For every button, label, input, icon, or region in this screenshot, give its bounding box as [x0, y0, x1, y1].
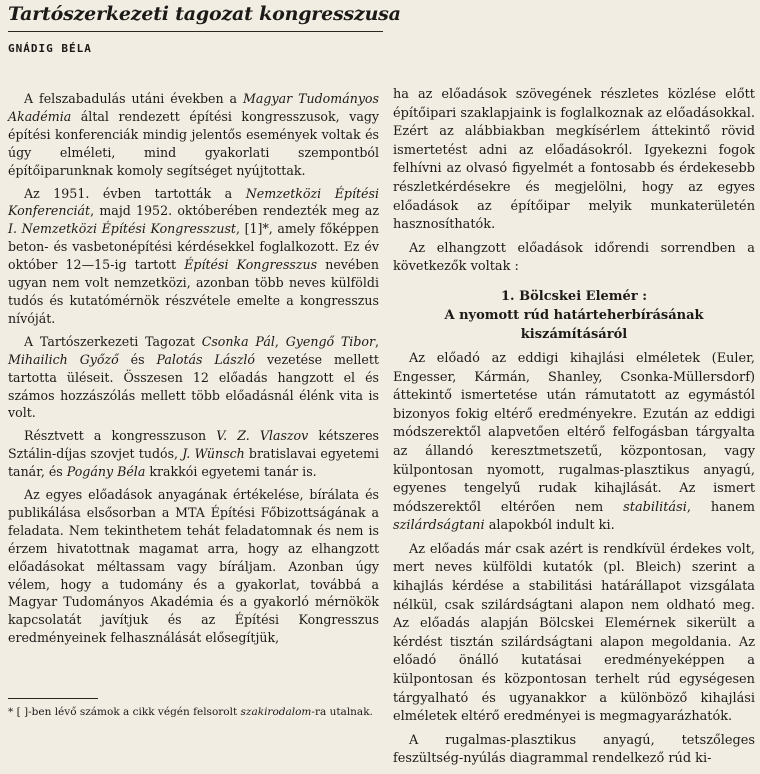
emphasized-text: I. Nemzetközi Építési Kongresszust — [8, 221, 236, 237]
paragraph — [8, 486, 379, 647]
paragraph — [393, 240, 755, 277]
text-run: ha az előadások szövegének részletes közlése előtt építőipari szaklapjaink is foglalkoznak az előadásokkal. Ezért az alábbiakban megkísérlem áttekintő rövid ismertetést adni az előadásokról. Igyekezni fogok felhívni az olvasó figyelmét a fontosabb és érdekesebb részletkérdésekre és megjelölni, hogy az egyes előadások az építőipar melyik munkaterületén hasznosíthatók. — [393, 87, 755, 233]
footnote-rule — [8, 698, 98, 699]
emphasized-text: Gyengő Tibor — [285, 333, 375, 349]
emphasized-text: Mihailich Győző — [8, 351, 119, 367]
text-run: Az 1951. évben tartották a — [24, 185, 246, 201]
emphasized-text: Pogány Béla — [66, 464, 146, 480]
text-run: , [1]*, amely főképpen beton- és vasbetonépítési kérdésekkel foglalkozott. Ez év október 12—15-ig tartott — [8, 221, 379, 273]
paragraph — [8, 333, 379, 423]
paragraph — [393, 541, 755, 727]
right-column — [393, 86, 755, 774]
text-run: alapokból indult ki. — [484, 518, 615, 534]
emphasized-text: Nemzetközi Építési Konferenciát — [8, 185, 379, 219]
paragraph — [8, 90, 379, 180]
text-run: bratislavai egyetemi tanár, és — [8, 446, 379, 480]
paragraph — [8, 427, 379, 481]
text-run: -ra utalnak. — [311, 706, 373, 718]
paragraph — [8, 185, 379, 328]
section-heading-speaker: 1. Bölcskei Elemér : — [501, 288, 647, 304]
section-heading — [393, 287, 755, 344]
section-heading-title-line2: kiszámításáról — [520, 326, 628, 342]
text-run: nevében ugyan nem volt nemzetközi, azonban több neves külföldi tudós és kutatómérnök részvétele emelte a kongresszus nívóját. — [8, 257, 379, 326]
right-column-intro — [393, 86, 755, 277]
text-run: , majd 1952. októberében rendezték meg az — [90, 203, 379, 219]
author-name: GNÁDIG BÉLA — [8, 42, 92, 55]
text-run: krakkói egyetemi tanár is. — [145, 464, 317, 480]
text-run: * [ ]-ben lévő számok a cikk végén felsorolt — [8, 706, 241, 718]
text-run: , — [274, 333, 286, 349]
text-run: A felszabadulás utáni években a — [24, 91, 244, 106]
emphasized-text: Csonka Pál — [201, 333, 275, 349]
text-run: Résztvett a kongresszuson — [24, 428, 217, 444]
article-title: Tartószerkezeti tagozat kongresszusa — [8, 3, 401, 25]
text-run: A rugalmas-plasztikus anyagú, tetszőleges feszültség-nyúlás diagrammal rendelkező rúd ki- — [393, 732, 755, 767]
paragraph — [393, 86, 755, 235]
text-run: Az egyes előadások anyagának értékelése, bírálata és publikálása elsősorban a MTA Építési Főbizottságának a feladata. Nem tekinthetem tehát feladatomnak és nem is érzem hivatottnak magamat arra, hogy az elhangzott előadásokat méltassam vagy bíráljam. Azonban úgy vélem, hogy a tudomány és a gyakorlat, továbbá a Magyar Tudományos Akadémia és a gyakorló mérnökök kapcsolatát javítjuk és az Építési Kongresszus eredményeinek felhasználását elősegítjük, — [8, 487, 379, 646]
emphasized-text: Magyar Tudományos Akadémia — [8, 91, 379, 124]
text-run: Az előadás már csak azért is rendkívül érdekes volt, mert neves külföldi kutatók (pl. Bleich) szerint a kihajlás kérdése a stabilitási határállapot vizsgálata nélkül, csak szilárdságtani alapon nem oldható meg. Az előadás alapján Bölcskei Elemérnek sikerült a kérdést tisztán szilárdságtani alapon megoldania. Az előadó önálló kutatásai eredményeképpen a külpontosan és központosan terhelt rúd egységesen tárgyalható és ugyanakkor a különböző kihajlási elméletek eltérő eredményei is megmagyarázhatók. — [393, 541, 755, 725]
emphasized-text: szakirodalom — [240, 706, 312, 718]
text-run: , hanem — [686, 499, 755, 515]
paragraph — [393, 732, 755, 769]
emphasized-text: J. Wünsch — [182, 446, 245, 462]
text-run: , — [374, 333, 379, 349]
right-column-body — [393, 350, 755, 769]
emphasized-text: szilárdságtani — [393, 518, 485, 534]
footnote — [8, 706, 379, 719]
emphasized-text: stabilitási — [623, 499, 687, 515]
text-run: és — [118, 351, 157, 367]
emphasized-text: Építési Kongresszus — [184, 257, 318, 273]
text-run: kétszeres Sztálin-díjas szovjet tudós, — [8, 428, 379, 462]
text-run: Az előadó az eddigi kihajlási elméletek (Euler, Engesser, Kármán, Shanley, Csonka-Müllersdorf) áttekintő ismertetése után rámutatott az egymástól bizonyos fokig eltérő eredményekre. Ezután az eddigi módszerektől alapvetően eltérő felfogásban tárgyalta az állandó keresztmetszetű, központosan, vagy külpontosan nyomott, rugalmas-plasztikus anyagú, egyenes tengelyű rudak kihajlását. Az ismert módszerektől eltérően nem — [393, 350, 755, 515]
section-heading-title-line1: A nyomott rúd határteherbírásának — [444, 307, 704, 323]
text-run: vezetése mellett tartotta üléseit. Összesen 12 előadás hangzott el és számos hozzászólás mellett több előadásnál élénk vita is volt. — [8, 351, 379, 421]
title-underline — [8, 31, 383, 32]
text-run: által rendezett építési kongresszusok, vagy építési konferenciák mindig jelentős események voltak és úgy elméleti, mind gyakorlati szempontból építőiparunknak komoly segítséget nyújtottak. — [8, 108, 379, 178]
text-run: Az elhangzott előadások időrendi sorrendben a következők voltak : — [393, 240, 755, 275]
left-column — [8, 90, 379, 652]
emphasized-text: Palotás László — [156, 351, 256, 367]
emphasized-text: V. Z. Vlaszov — [216, 428, 309, 444]
text-run: A Tartószerkezeti Tagozat — [24, 333, 202, 349]
paragraph — [393, 350, 755, 536]
